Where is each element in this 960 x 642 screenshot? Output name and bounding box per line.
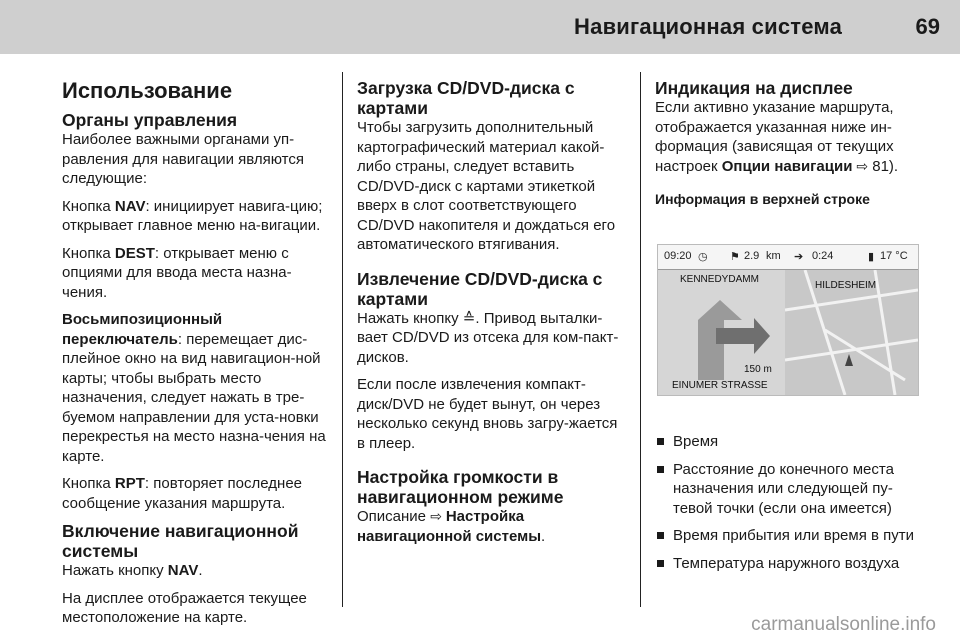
reference-arrow-icon: ⇨ <box>852 157 869 174</box>
section-title: Использование <box>62 78 233 103</box>
map-city-label: HILDESHEIM <box>815 280 877 291</box>
eject-note: Если после извлечения компакт-диск/DVD не будет вынут, он через несколько секунд вновь загру-жается в плеер. <box>357 376 618 452</box>
thermometer-icon: ▮ <box>868 251 875 263</box>
list-item: Время прибытия или время в пути <box>655 526 920 546</box>
enable-heading: Включение навигационной системы <box>62 521 299 561</box>
load-heading: Загрузка CD/DVD-диска с картами <box>357 78 575 118</box>
nav-arrival: 0:24 <box>812 250 834 262</box>
nav-time: 09:20 <box>664 250 692 262</box>
volume-heading: Настройка громкости в навигационном режиме <box>357 467 564 507</box>
arrival-icon: ➔ <box>794 251 804 263</box>
column-middle <box>357 78 625 554</box>
enable-paragraph: Нажать кнопку NAV. <box>62 562 203 579</box>
load-paragraph: Чтобы загрузить дополнительный картографический материал какой-либо страны, следует вставить CD/DVD-диск с картами этикеткой вверх в слот соответствующего CD/DVD накопителя и дождаться его автоматического втягивания. <box>357 119 616 253</box>
volume-link[interactable]: Настройка навигационной системы <box>357 508 542 545</box>
rpt-key-paragraph: Кнопка RPT: повторяет последнее сообщение указания маршрута. <box>62 475 303 512</box>
navigation-display-image <box>657 244 919 396</box>
street-bottom-label: EINUMER STRASSE <box>672 380 768 391</box>
top-line-heading: Информация в верхней строке <box>655 191 870 207</box>
turn-distance-label: 150 m <box>744 364 772 375</box>
watermark: carmanualsonline.info <box>751 614 936 635</box>
turn-arrow-icon <box>658 270 785 395</box>
display-heading: Индикация на дисплее <box>655 78 853 98</box>
map-view <box>785 270 918 395</box>
nav-distance: 2.9 <box>744 250 760 262</box>
column-right <box>655 78 915 208</box>
clock-icon: ◷ <box>698 251 708 263</box>
flag-icon: ⚑ <box>730 251 740 263</box>
column-left <box>62 78 330 636</box>
reference-arrow-icon: ⇨ <box>430 508 446 524</box>
nav-temperature: 17 °C <box>880 250 908 262</box>
eject-heading: Извлечение CD/DVD-диска с картами <box>357 268 603 309</box>
list-item: Расстояние до конечного места назначения или следующей пу-тевой точки (если она имеется) <box>655 460 920 519</box>
list-item: Температура наружного воздуха <box>655 554 920 574</box>
page-title: Навигационная система <box>574 14 842 39</box>
eject-paragraph: Нажать кнопку ≙. Привод выталки-вает CD/DVD из отсека для ком-пакт-дисков. <box>357 309 619 366</box>
volume-paragraph: Описание ⇨ Настройка навигационной системы. <box>357 508 546 545</box>
display-link[interactable]: Опции навигации <box>721 157 853 175</box>
controls-heading: Органы управления <box>62 110 238 130</box>
street-top-label: KENNEDYDAMM <box>680 274 759 285</box>
column-divider <box>640 72 641 607</box>
turn-view <box>658 270 785 395</box>
list-item: Время <box>655 432 920 452</box>
display-paragraph: Если активно указание маршрута, отображается указанная ниже ин-формация (зависящая от текущих настроек Опции навигации ⇨ 81). <box>655 99 899 175</box>
controls-intro: Наиболее важными органами уп-равления для навигации являются следующие: <box>62 131 304 187</box>
column-divider <box>342 72 343 607</box>
joystick-paragraph: Восьмипозиционный переключатель: перемещает дис-плейное окно на вид навигацион-ной карты; чтобы выбрать место назначения, следует нажать в тре-буемом направлении для уста-новки перекрестья на место назна-чения на карте. <box>62 311 326 465</box>
enable-display-paragraph: На дисплее отображается текущее местоположение на карте. <box>62 589 307 626</box>
nav-key-paragraph: Кнопка NAV: инициирует навига-цию; открывает главное меню на-вигации. <box>62 197 323 234</box>
page-number: 69 <box>915 14 940 39</box>
dest-key-paragraph: Кнопка DEST: открывает меню с опциями для ввода места назна-чения. <box>62 244 292 301</box>
nav-status-bar <box>658 245 918 270</box>
top-line-info-list <box>655 432 920 581</box>
page-header <box>0 0 960 54</box>
eject-icon: ≙ <box>462 309 476 327</box>
nav-distance-unit: km <box>766 250 781 262</box>
